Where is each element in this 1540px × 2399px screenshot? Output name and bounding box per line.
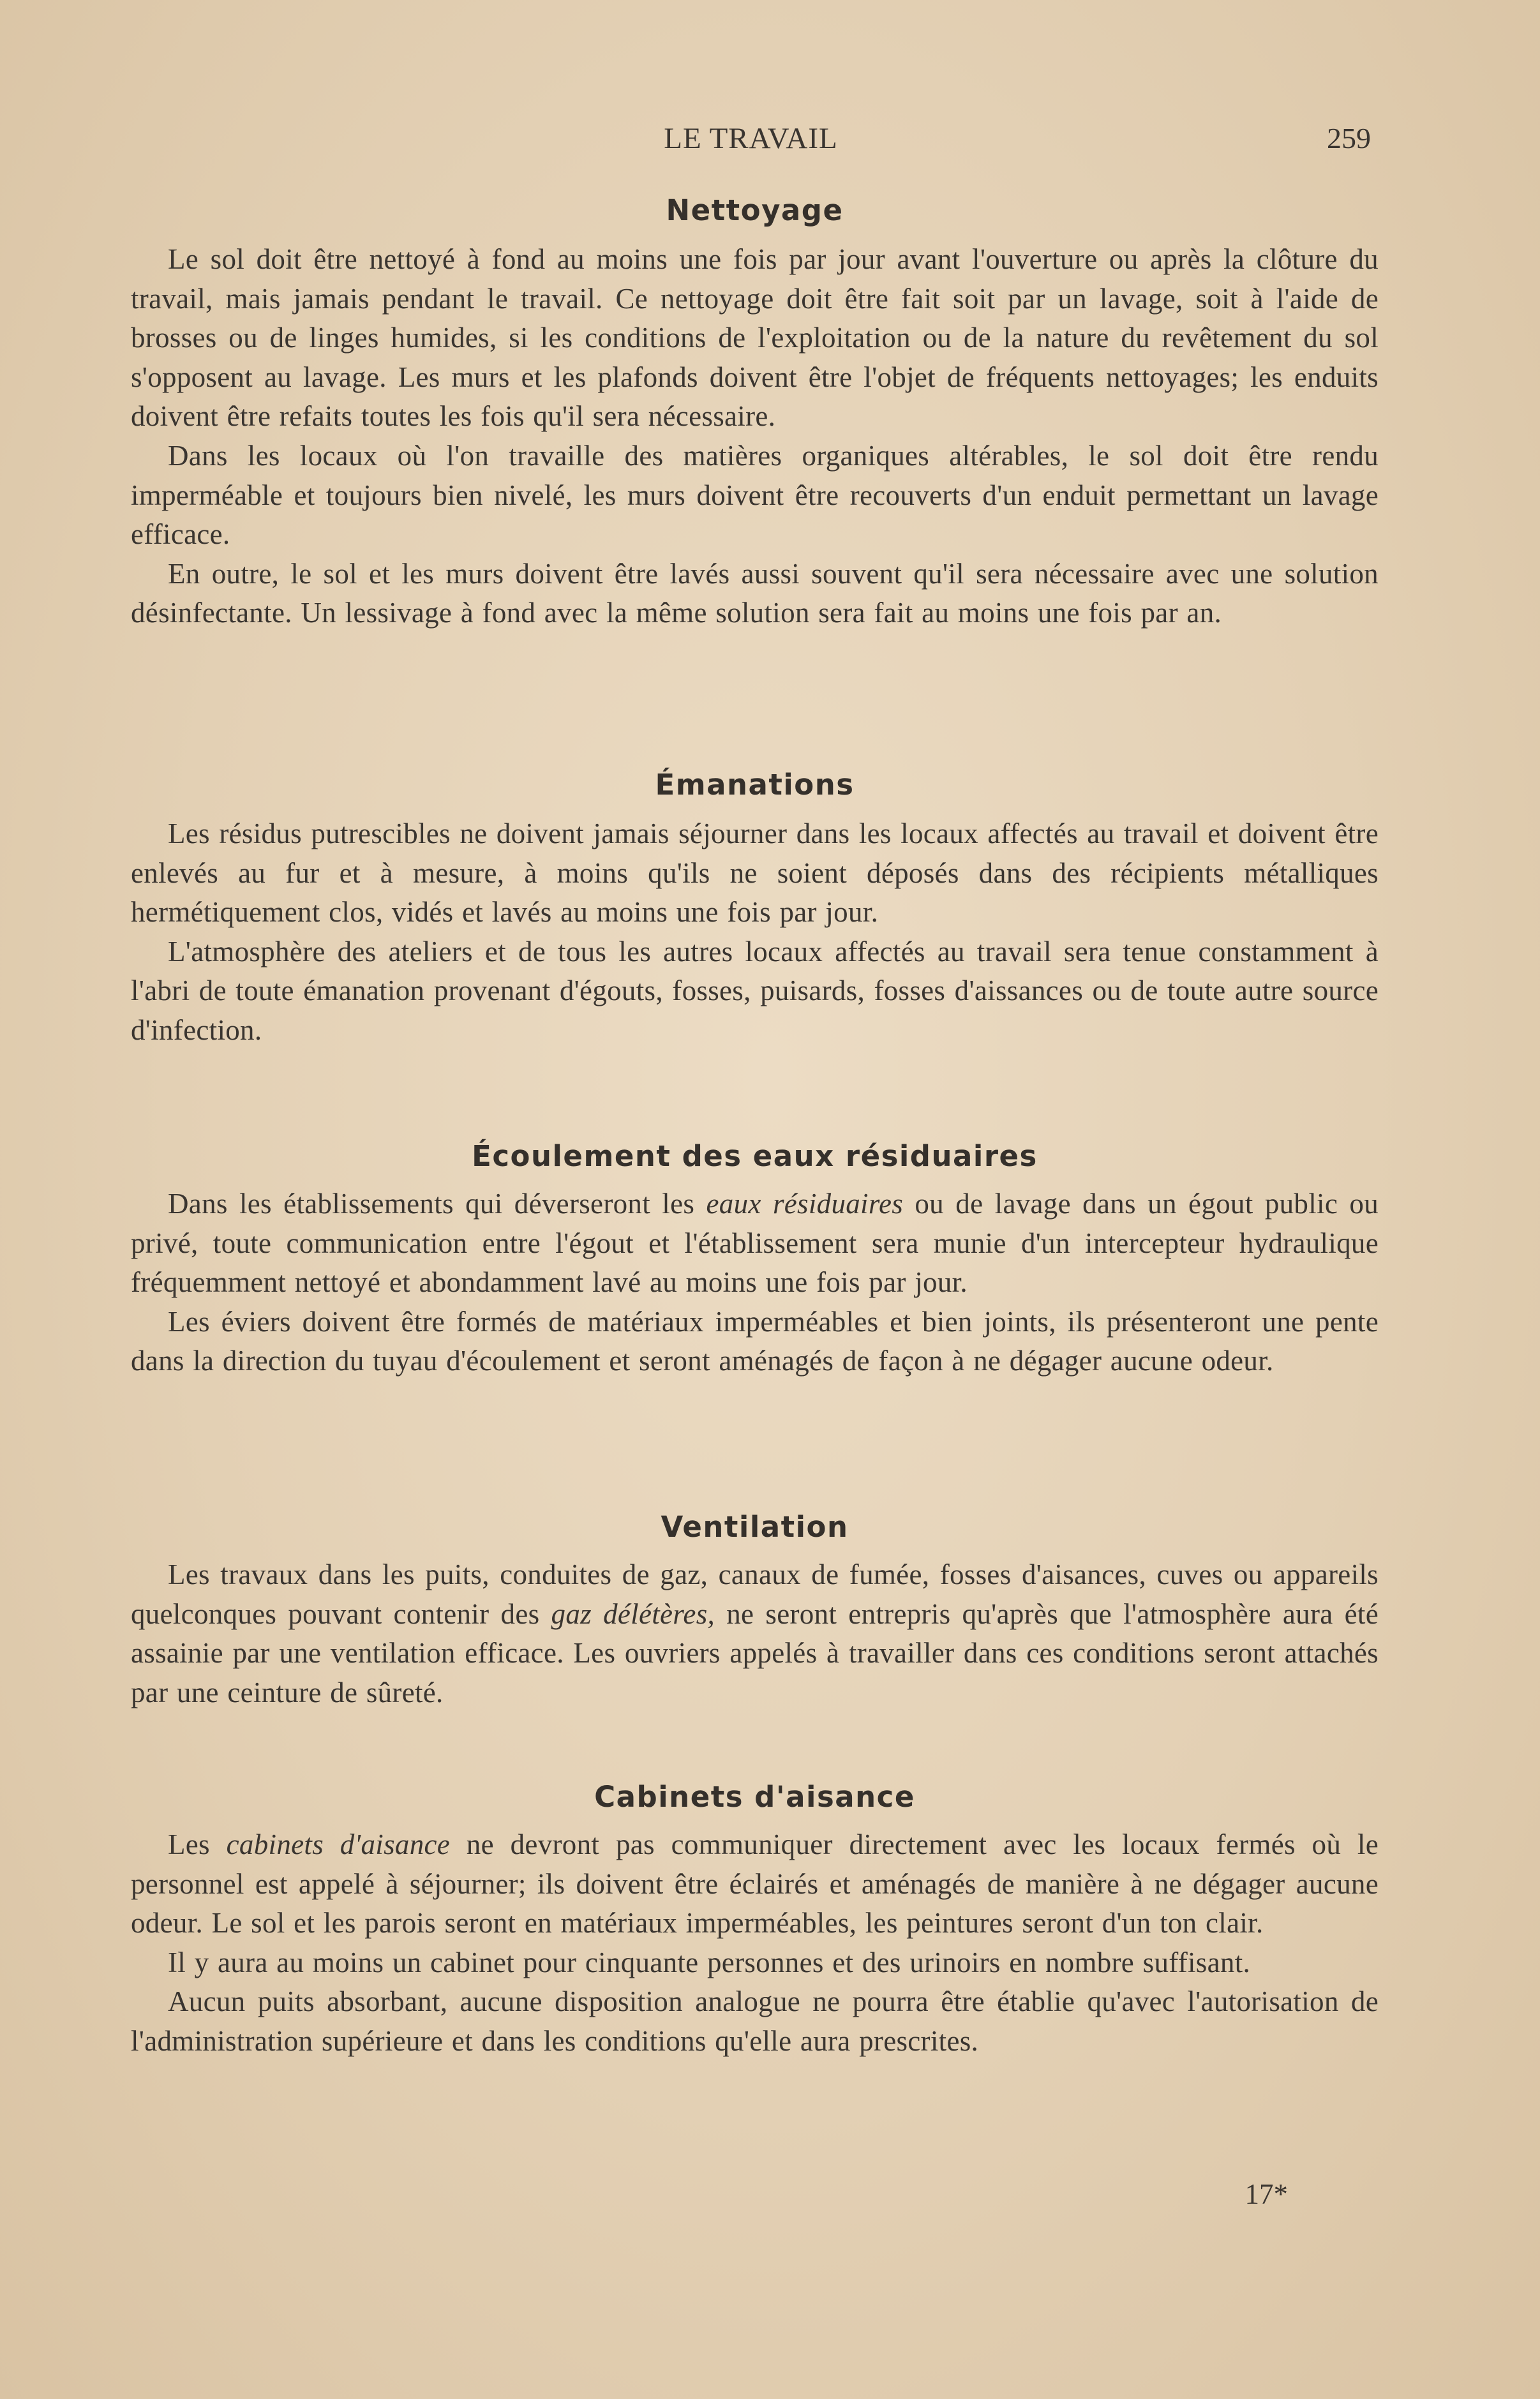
section-ventilation (131, 1508, 1379, 1712)
paragraph-text: ne devront pas communiquer directement avec les locaux fermés où le personnel est appelé à séjourner; ils doivent être éclairés et aménagés de manière à ne dégager aucune odeur. Le sol et les parois seront en matériaux imperméables, les peintures seront d'un ton clair. (131, 1828, 1379, 1939)
paragraph: L'atmosphère des ateliers et de tous les autres locaux affectés au travail sera tenue constamment à l'abri de toute émanation provenant d'égouts, fosses, puisards, fosses d'aissances ou de toute autre source d'infection. (131, 935, 1379, 1046)
page-number: 259 (1327, 122, 1371, 154)
paragraph (131, 1825, 1379, 1943)
section-title: Écoulement des eaux résiduaires (472, 1139, 1038, 1173)
paragraph: Aucun puits absorbant, aucune disposition analogue ne pourra être établie qu'avec l'autorisation de l'administration supérieure et dans les conditions qu'elle aura prescrites. (131, 1985, 1379, 2057)
paragraph: Les éviers doivent être formés de matériaux imperméables et bien joints, ils présenteront une pente dans la direction du tuyau d'écoulement et seront aménagés de façon à ne dégager aucune odeur. (131, 1305, 1379, 1377)
paragraph-text: Les travaux dans les puits, conduites de gaz, canaux de fumée, fosses d'aisances, cuves ou appareils quelconques pouvant contenir des (131, 1558, 1379, 1630)
paragraph (131, 1185, 1379, 1303)
section-ecoulement (131, 1137, 1379, 1381)
printer-signature-mark: 17* (1245, 2178, 1288, 2210)
running-head (131, 121, 1371, 160)
section-title: Émanations (655, 768, 855, 802)
paragraph: Dans les locaux où l'on travaille des matières organiques altérables, le sol doit être rendu imperméable et toujours bien nivelé, les murs doivent être recouverts d'un enduit permettant un lavage efficace. (131, 439, 1379, 551)
section-title: Nettoyage (666, 193, 844, 227)
italic-term: eaux résiduaires (706, 1188, 904, 1220)
paragraph (131, 1555, 1379, 1712)
paragraph-text: Les (168, 1828, 227, 1860)
paragraph-text: ou de lavage dans un égout public ou privé, toute communication entre l'égout et l'établissement sera munie d'un intercepteur hydraulique fréquemment nettoyé et abondamment lavé au moins une fois par jour. (131, 1188, 1379, 1299)
section-title: Ventilation (661, 1510, 849, 1544)
italic-term: gaz délétères, (551, 1597, 715, 1630)
section-title: Cabinets d'aisance (594, 1780, 915, 1814)
paragraph: Les résidus putrescibles ne doivent jamais séjourner dans les locaux affectés au travail et doivent être enlevés au fur et à mesure, à moins qu'ils ne soient déposés dans des récipients métalliques hermétiquement clos, vidés et lavés au moins une fois par jour. (131, 818, 1379, 929)
paragraph: Il y aura au moins un cabinet pour cinquante personnes et des urinoirs en nombre suffisant. (168, 1946, 1251, 1978)
paragraph: En outre, le sol et les murs doivent être lavés aussi souvent qu'il sera nécessaire avec une solution désinfectante. Un lessivage à fond avec la même solution sera fait au moins une fois par an. (131, 557, 1379, 629)
running-title: LE TRAVAIL (664, 122, 838, 155)
section-emanations (131, 766, 1379, 1050)
paragraph-text: Dans les établissements qui déverseront les (168, 1188, 706, 1220)
section-cabinets (131, 1778, 1379, 2061)
italic-term: cabinets d'aisance (226, 1828, 451, 1860)
paragraph-text: ne seront entrepris qu'après que l'atmosphère aura été assainie par une ventilation efficace. Les ouvriers appelés à travailler dans ces conditions seront attachés par une ceinture de sûreté. (131, 1597, 1379, 1708)
paragraph: Le sol doit être nettoyé à fond au moins une fois par jour avant l'ouverture ou après la clôture du travail, mais jamais pendant le travail. Ce nettoyage doit être fait soit par un lavage, soit à l'aide de brosses ou de linges humides, si les conditions de l'exploitation ou de la nature du revêtement du sol s'opposent au lavage. Les murs et les plafonds doivent être l'objet de fréquents nettoyages; les enduits doivent être refaits toutes les fois qu'il sera nécessaire. (131, 243, 1379, 433)
section-nettoyage (131, 191, 1379, 633)
